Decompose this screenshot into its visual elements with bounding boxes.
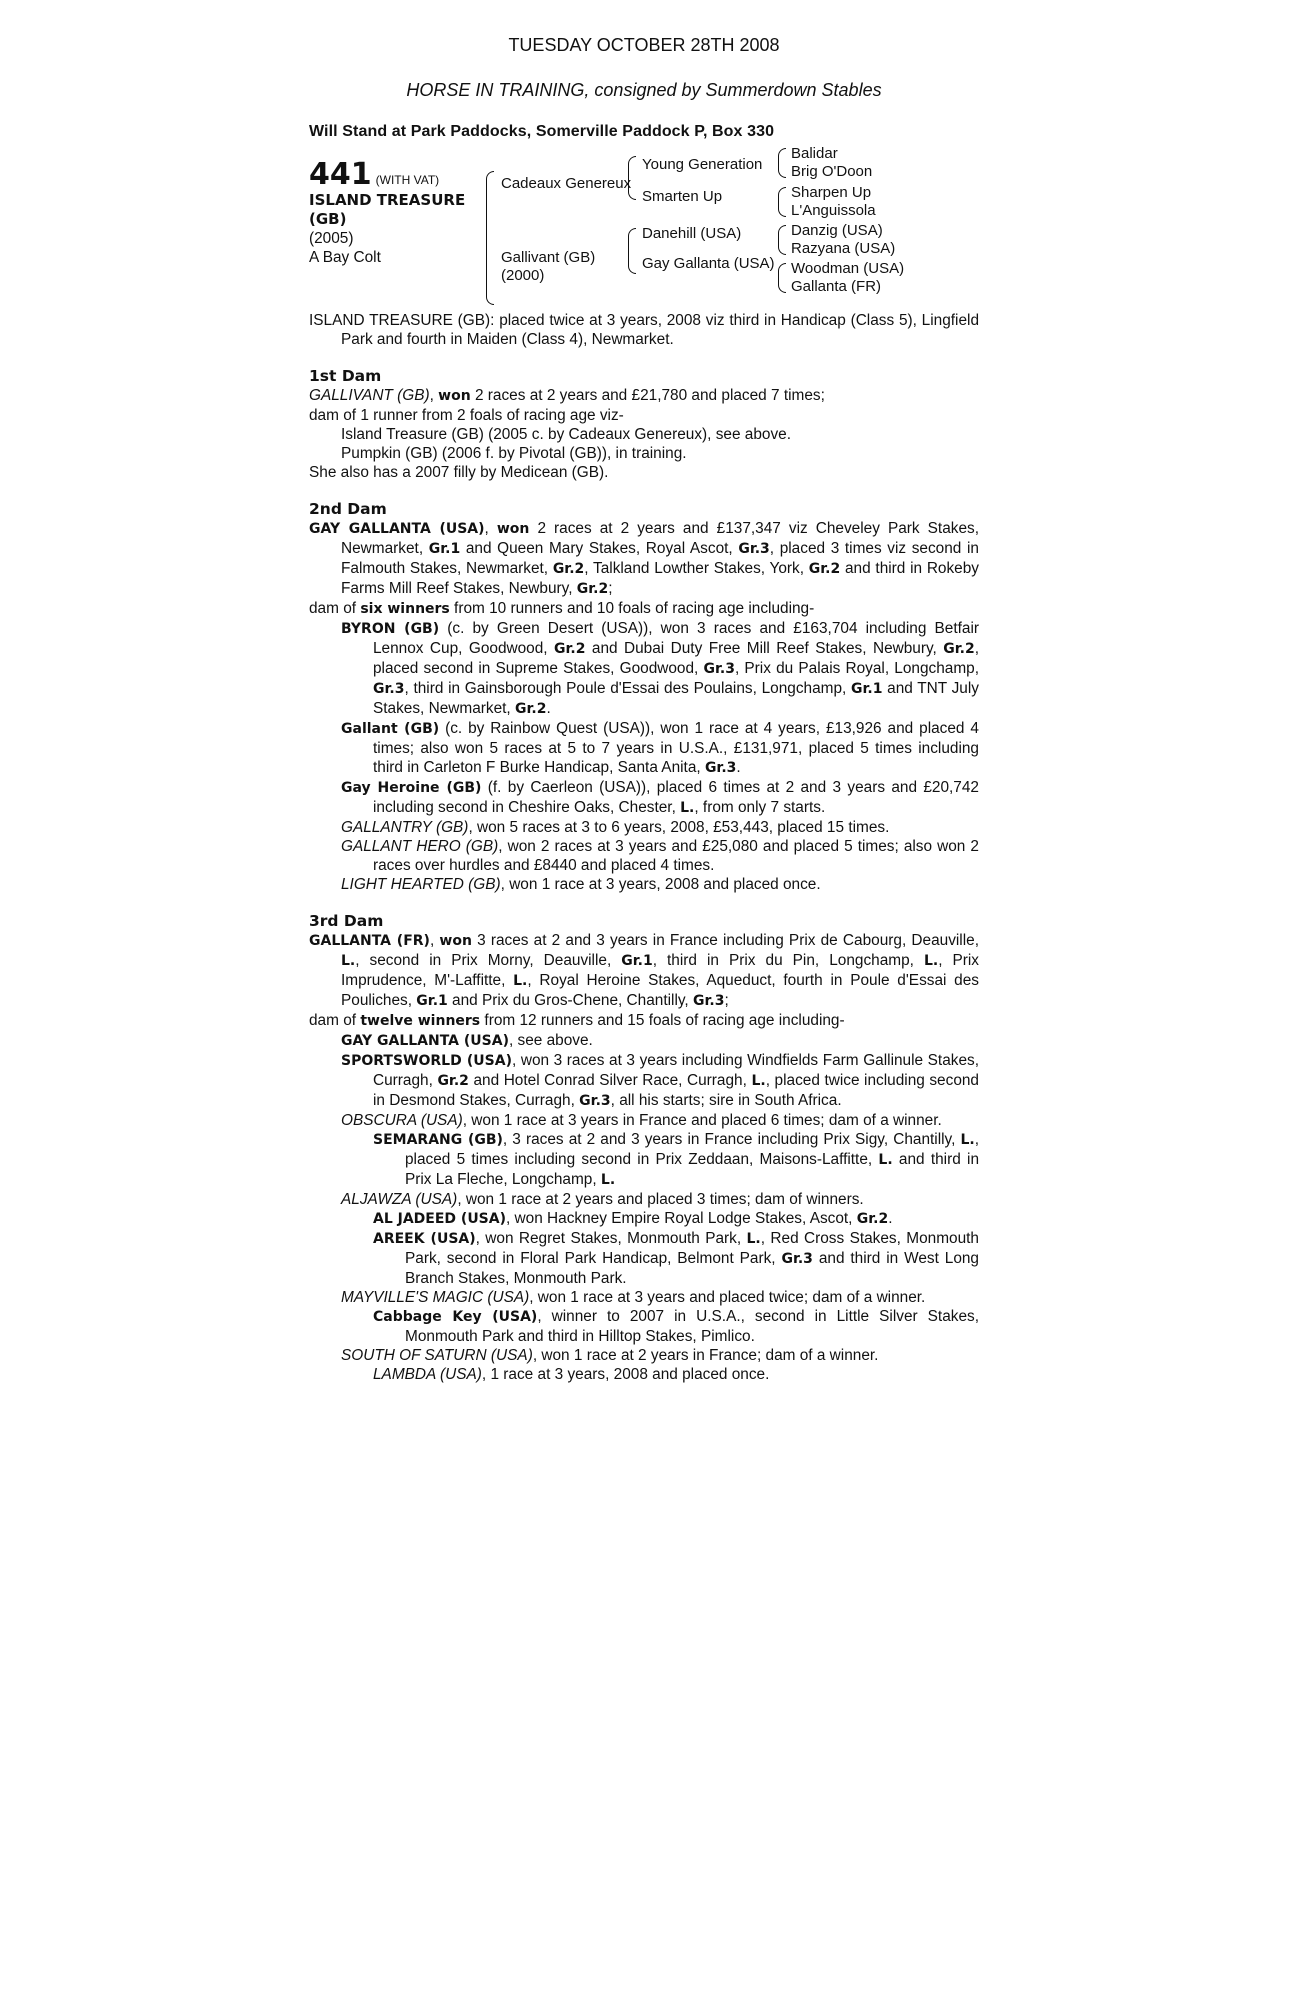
pedigree-dam-dam: Gay Gallanta (USA) [642,255,775,272]
stand-location: Will Stand at Park Paddocks, Somerville Paddock P, Box 330 [309,123,775,140]
pedigree-sire-dam: Smarten Up [642,188,723,205]
second-dam-name: GAY GALLANTA (USA) [309,521,485,537]
pedigree-gen3: Gallanta (FR) [791,278,882,295]
pedigree-gen3: Razyana (USA) [791,240,896,257]
first-dam-record: GALLIVANT (GB), won 2 races at 2 years and £21,780 and placed 7 times; [309,387,825,404]
pedigree-bracket [628,228,636,274]
pedigree-gen3: Danzig (USA) [791,222,883,239]
second-dam-dam-of: dam of six winners from 10 runners and 10 foals of racing age including- [309,600,815,617]
vat-note: (WITH VAT) [375,173,440,187]
pedigree-bracket [778,187,786,217]
pedigree-bracket [778,263,786,293]
progeny-entry: AREEK (USA), won Regret Stakes, Monmouth Park, L., Red Cross Stakes, Monmouth Park, second in Floral Park Handicap, Belmont Park, Gr.3 and third in West Long Branch Stakes, Monmouth Park. [373,1230,979,1287]
progeny-entry: OBSCURA (USA), won 1 race at 3 years in France and placed 6 times; dam of a winner. [341,1112,942,1129]
pedigree-gen3: Woodman (USA) [791,260,905,277]
pedigree-sire: Cadeaux Genereux [501,175,632,192]
won-label: won [496,521,530,537]
pedigree-dam-sire: Danehill (USA) [642,225,742,242]
progeny-entry: Gallant (GB) (c. by Rainbow Quest (USA)), won 1 race at 4 years, £13,926 and placed 4 times; also won 5 races at 5 to 7 years in U.S.A., £131,971, placed 5 times including third in Carleton F Burke Handicap, Santa Anita, Gr.3. [341,720,979,776]
first-dam-note: She also has a 2007 filly by Medicean (GB). [309,464,609,481]
progeny-entry: GALLANT HERO (GB), won 2 races at 3 years and £25,080 and placed 5 times; also won 2 races over hurdles and £8440 and placed 4 times. [341,838,979,874]
third-dam-heading: 3rd Dam [309,912,384,930]
summary-horse-name: ISLAND TREASURE (GB) [309,312,491,329]
third-dam-name: GALLANTA (FR) [309,933,430,949]
pedigree-bracket [778,148,786,178]
first-dam-name: GALLIVANT (GB) [309,387,430,404]
pedigree-bracket [486,171,494,305]
progeny-entry: MAYVILLE'S MAGIC (USA), won 1 race at 3 years and placed twice; dam of a winner. [341,1289,926,1306]
progeny-entry: LIGHT HEARTED (GB), won 1 race at 3 years, 2008 and placed once. [341,876,821,893]
progeny-entry: SOUTH OF SATURN (USA), won 1 race at 2 years in France; dam of a winner. [341,1347,879,1364]
horse-name: ISLAND TREASURE [309,191,466,209]
progeny-item: Island Treasure (GB) (2005 c. by Cadeaux Genereux), see above. [341,426,791,443]
pedigree-bracket [778,225,786,255]
progeny-entry: SEMARANG (GB), 3 races at 2 and 3 years in France including Prix Sigy, Chantilly, L., placed 5 times including second in Prix Zeddaan, Maisons-Laffitte, L. and third in Prix La Fleche, Longchamp, L. [373,1131,979,1188]
pedigree-gen3: L'Anguissola [791,202,876,219]
pedigree-sire-sire: Young Generation [642,156,763,173]
pedigree-dam-year: (2000) [501,267,545,284]
pedigree-bracket [628,156,636,200]
consignment-line: HORSE IN TRAINING, consigned by Summerdown Stables [406,80,882,100]
first-dam-heading: 1st Dam [309,367,382,385]
lot-number: 441 [309,157,372,192]
progeny-entry: ALJAWZA (USA), won 1 race at 2 years and placed 3 times; dam of winners. [341,1191,864,1208]
second-dam-heading: 2nd Dam [309,500,387,518]
progeny-entry: GALLANTRY (GB), won 5 races at 3 to 6 years, 2008, £53,443, placed 15 times. [341,819,890,836]
first-dam-dam-of: dam of 1 runner from 2 foals of racing age viz- [309,407,624,424]
second-dam-record: GAY GALLANTA (USA), won 2 races at 2 years and £137,347 viz Cheveley Park Stakes, Newmarket, Gr.1 and Queen Mary Stakes, Royal Ascot, Gr.3, placed 3 times viz second in Falmouth Stakes, Newmarket, Gr.2, Talkland Lowther Stakes, York, Gr.2 and third in Rokeby Farms Mill Reef Stakes, Newbury, Gr.2; [309,520,979,597]
third-dam-record: GALLANTA (FR), won 3 races at 2 and 3 years in France including Prix de Cabourg, Deauville, L., second in Prix Morny, Deauville, Gr.1, third in Prix du Pin, Longchamp, L., Prix Imprudence, M'-Laffitte, L., Royal Heroine Stakes, Aqueduct, fourth in Poule d'Essai des Pouliches, Gr.1 and Prix du Gros-Chene, Chantilly, Gr.3; [309,932,980,1009]
progeny-entry: AL JADEED (USA), won Hackney Empire Royal Lodge Stakes, Ascot, Gr.2. [373,1210,893,1227]
racing-summary [309,311,979,349]
won-label: won [439,933,472,949]
progeny-entry: SPORTSWORLD (USA), won 3 races at 3 years including Windfields Farm Gallinule Stakes, Curragh, Gr.2 and Hotel Conrad Silver Race, Curragh, L., placed twice including second in Desmond Stakes, Curragh, Gr.3, all his starts; sire in South Africa. [341,1052,979,1109]
third-dam-dam-of: dam of twelve winners from 12 runners and 15 foals of racing age including- [309,1012,845,1029]
horse-country: (GB) [309,210,347,228]
pedigree-gen3: Sharpen Up [791,184,872,201]
won-label: won [438,388,471,404]
horse-description: A Bay Colt [309,249,381,266]
summary-text: : placed twice at 3 years, 2008 viz third in Handicap (Class 5), Lingfield Park and fourth in Maiden (Class 4), Newmarket. [341,312,980,348]
pedigree-gen3: Balidar [791,145,838,162]
catalogue-page [309,36,979,1384]
sale-date: TUESDAY OCTOBER 28TH 2008 [508,35,780,55]
progeny-entry: Cabbage Key (USA), winner to 2007 in U.S.A., second in Little Silver Stakes, Monmouth Park and third in Hilltop Stakes, Pimlico. [373,1308,979,1345]
progeny-entry: BYRON (GB) (c. by Green Desert (USA)), won 3 races and £163,704 including Betfair Lennox Cup, Goodwood, Gr.2 and Dubai Duty Free Mill Reef Stakes, Newbury, Gr.2, placed second in Supreme Stakes, Goodwood, Gr.3, Prix du Palais Royal, Longchamp, Gr.3, third in Gainsborough Poule d'Essai des Poulains, Longchamp, Gr.1 and TNT July Stakes, Newmarket, Gr.2. [341,620,979,717]
progeny-entry: LAMBDA (USA), 1 race at 3 years, 2008 and placed once. [373,1366,770,1383]
progeny-entry: GAY GALLANTA (USA), see above. [341,1032,593,1049]
progeny-entry: Gay Heroine (GB) (f. by Caerleon (USA)), placed 6 times at 2 and 3 years and £20,742 including second in Cheshire Oaks, Chester, L., from only 7 starts. [341,779,979,816]
foaling-year: (2005) [309,230,354,247]
pedigree-gen3: Brig O'Doon [791,163,873,180]
pedigree-dam: Gallivant (GB) [501,249,596,266]
progeny-item: Pumpkin (GB) (2006 f. by Pivotal (GB)), in training. [341,445,687,462]
lot-details [309,159,489,267]
lot-header [309,145,979,309]
